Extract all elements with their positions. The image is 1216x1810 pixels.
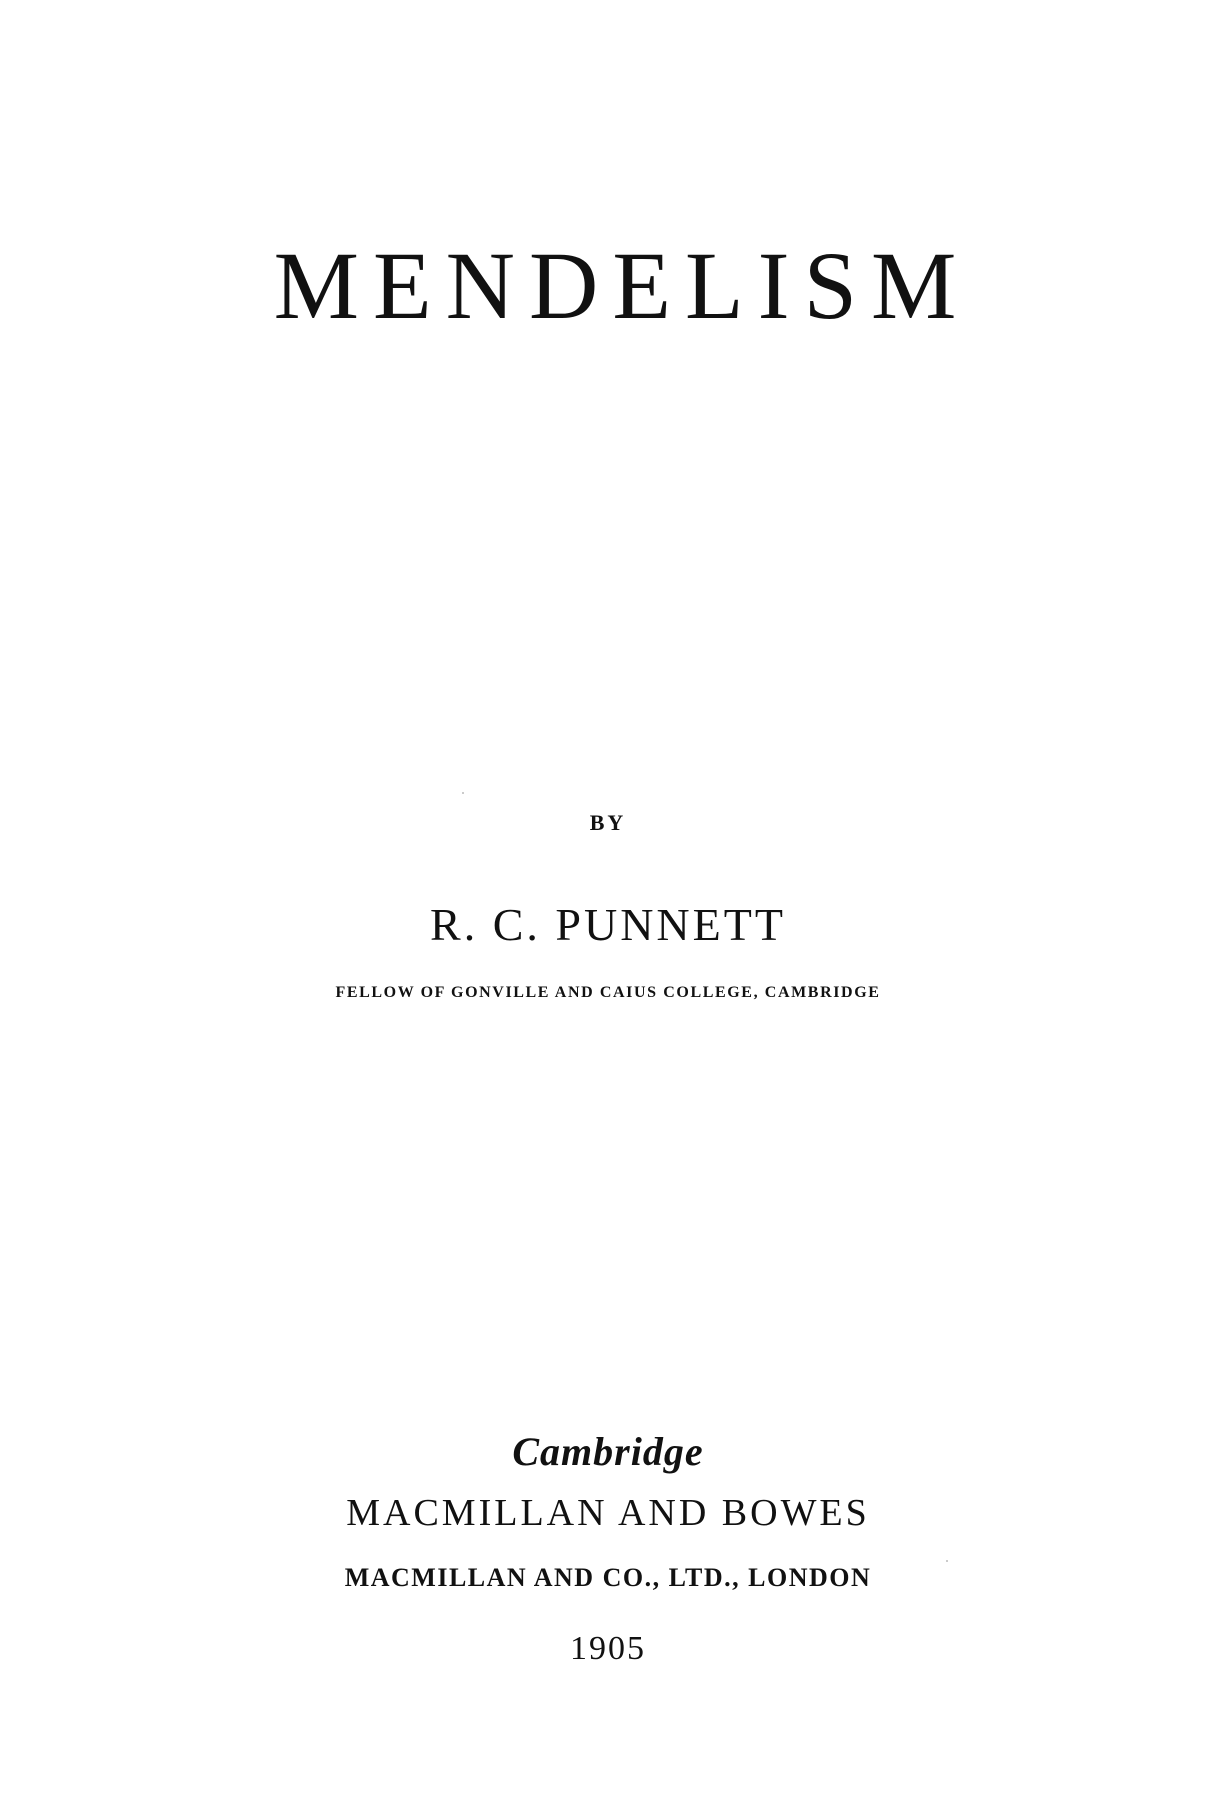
publication-place: Cambridge: [512, 1429, 704, 1474]
book-title: MENDELISM: [273, 232, 971, 339]
publication-year: 1905: [570, 1630, 646, 1667]
paper-speck: [946, 1560, 948, 1562]
author-affiliation: FELLOW OF GONVILLE AND CAIUS COLLEGE, CAMBRIDGE: [335, 984, 881, 1001]
author-name: R. C. PUNNETT: [430, 899, 786, 950]
paper-speck: [462, 792, 464, 794]
co-publisher-name: MACMILLAN AND CO., LTD., LONDON: [344, 1563, 872, 1592]
by-line: BY: [589, 810, 627, 835]
publisher-name: MACMILLAN AND BOWES: [346, 1492, 870, 1534]
